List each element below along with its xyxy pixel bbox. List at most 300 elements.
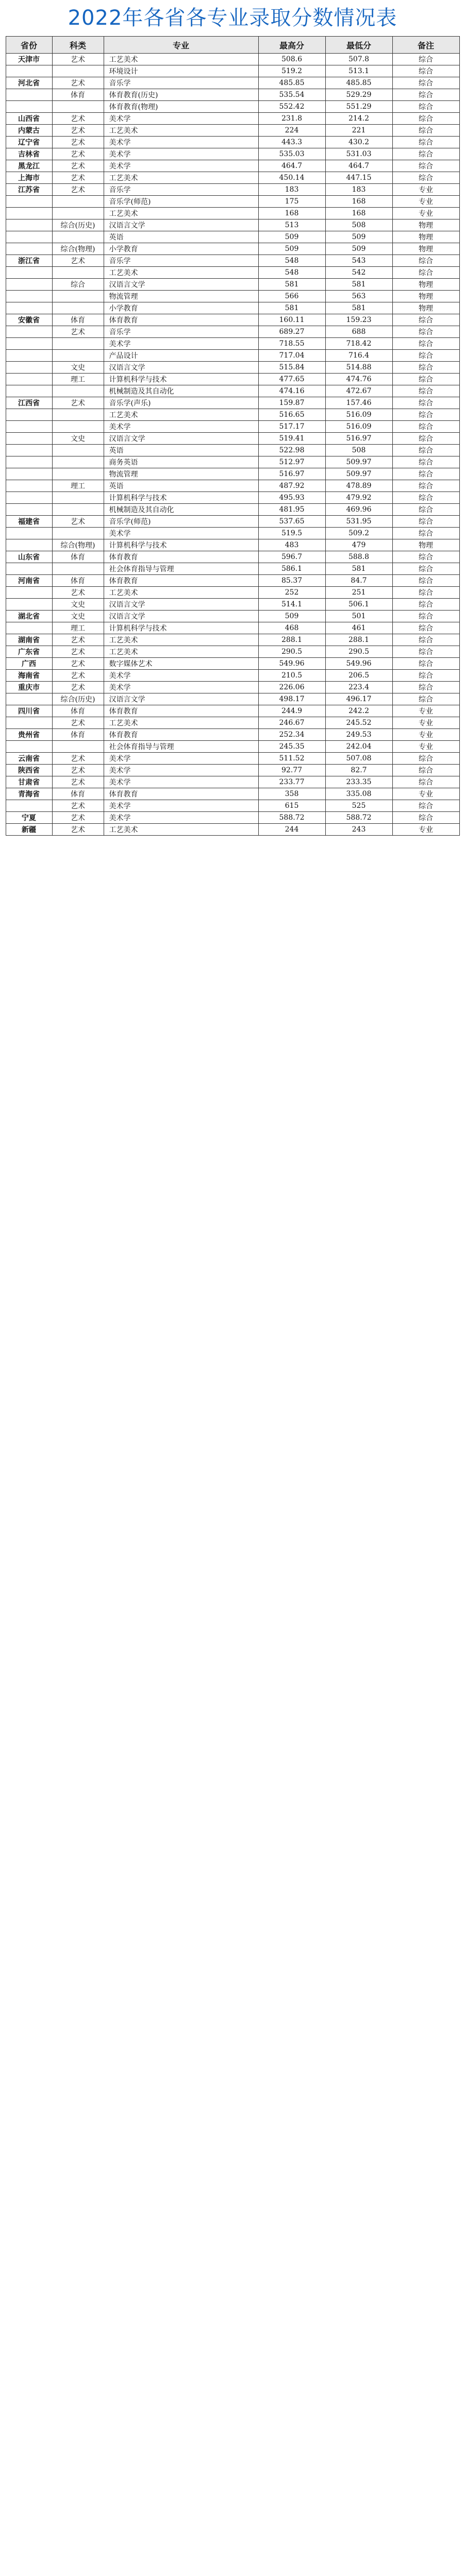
cell-province [6, 350, 52, 362]
table-row [6, 504, 459, 516]
table-row [6, 172, 459, 184]
cell-remark: 综合 [392, 456, 459, 468]
cell-major: 工艺美术 [104, 125, 258, 137]
cell-min-score: 529.29 [325, 89, 392, 101]
cell-province: 山西省 [6, 113, 52, 125]
table-row [6, 516, 459, 528]
cell-max-score: 517.17 [258, 421, 325, 433]
cell-max-score: 519.41 [258, 433, 325, 445]
cell-province: 上海市 [6, 172, 52, 184]
table-row [6, 433, 459, 445]
cell-max-score: 450.14 [258, 172, 325, 184]
cell-major: 体育教育 [104, 314, 258, 326]
table-row [6, 682, 459, 693]
cell-max-score: 358 [258, 788, 325, 800]
cell-major: 体育教育 [104, 788, 258, 800]
cell-max-score: 252 [258, 587, 325, 599]
cell-category: 艺术 [52, 717, 104, 729]
cell-remark: 综合 [392, 693, 459, 705]
cell-remark: 综合 [392, 575, 459, 587]
cell-remark: 综合 [392, 148, 459, 160]
cell-category [52, 267, 104, 279]
cell-remark: 综合 [392, 445, 459, 456]
cell-province [6, 456, 52, 468]
table-row [6, 765, 459, 776]
cell-min-score: 479.92 [325, 492, 392, 504]
table-row [6, 445, 459, 456]
cell-province [6, 599, 52, 611]
cell-major: 计算机科学与技术 [104, 622, 258, 634]
cell-max-score: 183 [258, 184, 325, 196]
cell-category [52, 385, 104, 397]
cell-min-score: 543 [325, 255, 392, 267]
cell-province [6, 196, 52, 208]
cell-category [52, 421, 104, 433]
cell-category: 艺术 [52, 670, 104, 682]
cell-category [52, 528, 104, 539]
cell-remark: 综合 [392, 160, 459, 172]
cell-remark: 综合 [392, 468, 459, 480]
cell-category [52, 741, 104, 753]
cell-category: 艺术 [52, 516, 104, 528]
cell-province: 云南省 [6, 753, 52, 765]
table-row [6, 208, 459, 219]
cell-max-score: 552.42 [258, 101, 325, 113]
cell-min-score: 581 [325, 302, 392, 314]
cell-remark: 综合 [392, 397, 459, 409]
cell-min-score: 509 [325, 231, 392, 243]
cell-max-score: 588.72 [258, 812, 325, 824]
cell-category: 文史 [52, 433, 104, 445]
cell-category: 艺术 [52, 148, 104, 160]
cell-remark: 综合 [392, 776, 459, 788]
cell-remark: 综合 [392, 516, 459, 528]
cell-major: 汉语言文学 [104, 219, 258, 231]
cell-min-score: 525 [325, 800, 392, 812]
cell-max-score: 210.5 [258, 670, 325, 682]
cell-province [6, 800, 52, 812]
cell-province: 甘肃省 [6, 776, 52, 788]
cell-max-score: 586.1 [258, 563, 325, 575]
cell-max-score: 516.65 [258, 409, 325, 421]
cell-category [52, 409, 104, 421]
cell-min-score: 242.2 [325, 705, 392, 717]
table-row [6, 658, 459, 670]
cell-province [6, 279, 52, 291]
cell-max-score: 519.5 [258, 528, 325, 539]
cell-major: 美术学 [104, 148, 258, 160]
cell-min-score: 509.2 [325, 528, 392, 539]
cell-major: 体育教育(历史) [104, 89, 258, 101]
cell-max-score: 513 [258, 219, 325, 231]
cell-min-score: 516.09 [325, 409, 392, 421]
cell-province: 广西 [6, 658, 52, 670]
table-row [6, 622, 459, 634]
cell-remark: 综合 [392, 634, 459, 646]
table-row [6, 539, 459, 551]
cell-min-score: 221 [325, 125, 392, 137]
cell-remark: 专业 [392, 208, 459, 219]
table-row [6, 77, 459, 89]
cell-remark: 综合 [392, 492, 459, 504]
cell-major: 音乐学(师范) [104, 516, 258, 528]
cell-province: 湖北省 [6, 611, 52, 622]
cell-category: 综合(历史) [52, 693, 104, 705]
cell-major: 物流管理 [104, 291, 258, 302]
cell-major: 汉语言文学 [104, 611, 258, 622]
cell-province [6, 539, 52, 551]
cell-category [52, 196, 104, 208]
cell-major: 美术学 [104, 113, 258, 125]
cell-min-score: 542 [325, 267, 392, 279]
header-min-score: 最低分 [325, 37, 392, 54]
cell-province: 辽宁省 [6, 137, 52, 148]
cell-min-score: 251 [325, 587, 392, 599]
table-row [6, 160, 459, 172]
cell-max-score: 581 [258, 279, 325, 291]
cell-min-score: 183 [325, 184, 392, 196]
cell-category: 体育 [52, 551, 104, 563]
cell-min-score: 588.8 [325, 551, 392, 563]
cell-max-score: 548 [258, 267, 325, 279]
cell-major: 工艺美术 [104, 54, 258, 65]
cell-max-score: 509 [258, 231, 325, 243]
table-row [6, 89, 459, 101]
cell-remark: 综合 [392, 551, 459, 563]
cell-major: 美术学 [104, 670, 258, 682]
cell-major: 美术学 [104, 160, 258, 172]
table-row [6, 148, 459, 160]
cell-min-score: 549.96 [325, 658, 392, 670]
table-row [6, 693, 459, 705]
cell-major: 工艺美术 [104, 634, 258, 646]
table-row [6, 563, 459, 575]
cell-province [6, 480, 52, 492]
table-row [6, 231, 459, 243]
cell-remark: 专业 [392, 741, 459, 753]
cell-major: 音乐学 [104, 184, 258, 196]
table-row [6, 646, 459, 658]
cell-min-score: 516.09 [325, 421, 392, 433]
cell-max-score: 535.03 [258, 148, 325, 160]
cell-major: 工艺美术 [104, 409, 258, 421]
cell-province: 贵州省 [6, 729, 52, 741]
cell-major: 美术学 [104, 421, 258, 433]
cell-max-score: 522.98 [258, 445, 325, 456]
cell-category: 艺术 [52, 397, 104, 409]
cell-max-score: 509 [258, 611, 325, 622]
cell-min-score: 159.23 [325, 314, 392, 326]
cell-province [6, 65, 52, 77]
cell-province [6, 208, 52, 219]
cell-province: 天津市 [6, 54, 52, 65]
cell-province [6, 693, 52, 705]
table-header-row [6, 37, 459, 54]
cell-province [6, 231, 52, 243]
cell-category: 艺术 [52, 255, 104, 267]
cell-min-score: 82.7 [325, 765, 392, 776]
cell-major: 音乐学(师范) [104, 196, 258, 208]
cell-max-score: 252.34 [258, 729, 325, 741]
cell-province: 福建省 [6, 516, 52, 528]
cell-category [52, 504, 104, 516]
cell-max-score: 548 [258, 255, 325, 267]
cell-major: 美术学 [104, 800, 258, 812]
cell-major: 物流管理 [104, 468, 258, 480]
cell-max-score: 509 [258, 243, 325, 255]
cell-major: 工艺美术 [104, 267, 258, 279]
cell-major: 英语 [104, 231, 258, 243]
cell-min-score: 168 [325, 196, 392, 208]
cell-major: 商务英语 [104, 456, 258, 468]
cell-min-score: 513.1 [325, 65, 392, 77]
cell-remark: 综合 [392, 101, 459, 113]
cell-province: 江西省 [6, 397, 52, 409]
cell-remark: 综合 [392, 65, 459, 77]
table-row [6, 480, 459, 492]
cell-remark: 综合 [392, 812, 459, 824]
cell-major: 环境设计 [104, 65, 258, 77]
table-row [6, 468, 459, 480]
cell-province [6, 421, 52, 433]
table-row [6, 492, 459, 504]
table-row [6, 528, 459, 539]
cell-category: 体育 [52, 89, 104, 101]
table-row [6, 705, 459, 717]
cell-min-score: 242.04 [325, 741, 392, 753]
cell-min-score: 233.35 [325, 776, 392, 788]
cell-province [6, 101, 52, 113]
cell-max-score: 464.7 [258, 160, 325, 172]
cell-max-score: 245.35 [258, 741, 325, 753]
cell-max-score: 615 [258, 800, 325, 812]
cell-remark: 综合 [392, 326, 459, 338]
cell-min-score: 447.15 [325, 172, 392, 184]
cell-province: 浙江省 [6, 255, 52, 267]
cell-category: 艺术 [52, 137, 104, 148]
cell-category: 综合(历史) [52, 219, 104, 231]
cell-province [6, 89, 52, 101]
cell-max-score: 514.1 [258, 599, 325, 611]
table-row [6, 824, 459, 836]
table-row [6, 599, 459, 611]
cell-min-score: 249.53 [325, 729, 392, 741]
table-row [6, 397, 459, 409]
cell-min-score: 531.95 [325, 516, 392, 528]
cell-remark: 专业 [392, 824, 459, 836]
table-row [6, 634, 459, 646]
cell-remark: 综合 [392, 753, 459, 765]
cell-category: 艺术 [52, 326, 104, 338]
cell-min-score: 485.85 [325, 77, 392, 89]
cell-max-score: 85.37 [258, 575, 325, 587]
cell-province [6, 468, 52, 480]
cell-province: 河南省 [6, 575, 52, 587]
cell-category: 艺术 [52, 77, 104, 89]
cell-max-score: 519.2 [258, 65, 325, 77]
cell-major: 产品设计 [104, 350, 258, 362]
cell-max-score: 487.92 [258, 480, 325, 492]
cell-remark: 综合 [392, 385, 459, 397]
cell-max-score: 535.54 [258, 89, 325, 101]
cell-max-score: 160.11 [258, 314, 325, 326]
cell-province: 吉林省 [6, 148, 52, 160]
cell-min-score: 288.1 [325, 634, 392, 646]
cell-major: 小学教育 [104, 243, 258, 255]
cell-category: 艺术 [52, 800, 104, 812]
cell-category: 艺术 [52, 587, 104, 599]
cell-category [52, 563, 104, 575]
cell-major: 美术学 [104, 137, 258, 148]
cell-category: 艺术 [52, 776, 104, 788]
cell-category [52, 338, 104, 350]
table-row [6, 350, 459, 362]
cell-province: 黑龙江 [6, 160, 52, 172]
cell-category: 文史 [52, 599, 104, 611]
cell-province [6, 302, 52, 314]
cell-max-score: 226.06 [258, 682, 325, 693]
cell-min-score: 509.97 [325, 468, 392, 480]
cell-major: 美术学 [104, 682, 258, 693]
table-row [6, 219, 459, 231]
cell-province [6, 326, 52, 338]
cell-max-score: 468 [258, 622, 325, 634]
cell-min-score: 563 [325, 291, 392, 302]
cell-remark: 专业 [392, 729, 459, 741]
cell-min-score: 472.67 [325, 385, 392, 397]
table-row [6, 279, 459, 291]
cell-province: 宁夏 [6, 812, 52, 824]
cell-remark: 专业 [392, 196, 459, 208]
table-row [6, 314, 459, 326]
cell-remark: 综合 [392, 137, 459, 148]
cell-remark: 物理 [392, 291, 459, 302]
cell-category: 综合(物理) [52, 539, 104, 551]
cell-major: 社会体育指导与管理 [104, 741, 258, 753]
cell-province [6, 338, 52, 350]
cell-remark: 物理 [392, 279, 459, 291]
cell-category [52, 468, 104, 480]
cell-category: 体育 [52, 314, 104, 326]
cell-min-score: 531.03 [325, 148, 392, 160]
cell-category: 艺术 [52, 113, 104, 125]
cell-province [6, 409, 52, 421]
table-row [6, 729, 459, 741]
cell-category [52, 350, 104, 362]
cell-category: 文史 [52, 611, 104, 622]
cell-remark: 物理 [392, 231, 459, 243]
cell-min-score: 478.89 [325, 480, 392, 492]
cell-min-score: 474.76 [325, 374, 392, 385]
cell-major: 工艺美术 [104, 646, 258, 658]
cell-max-score: 512.97 [258, 456, 325, 468]
table-row [6, 184, 459, 196]
cell-max-score: 290.5 [258, 646, 325, 658]
cell-category: 艺术 [52, 765, 104, 776]
cell-major: 工艺美术 [104, 208, 258, 219]
cell-max-score: 244.9 [258, 705, 325, 717]
cell-province: 安徽省 [6, 314, 52, 326]
cell-major: 计算机科学与技术 [104, 492, 258, 504]
table-row [6, 291, 459, 302]
cell-remark: 综合 [392, 670, 459, 682]
cell-major: 美术学 [104, 812, 258, 824]
cell-remark: 综合 [392, 433, 459, 445]
cell-major: 体育教育 [104, 705, 258, 717]
cell-min-score: 507.08 [325, 753, 392, 765]
cell-remark: 综合 [392, 125, 459, 137]
cell-remark: 综合 [392, 338, 459, 350]
cell-category: 文史 [52, 362, 104, 374]
cell-major: 机械制造及其自动化 [104, 504, 258, 516]
cell-category [52, 445, 104, 456]
cell-category [52, 456, 104, 468]
cell-major: 汉语言文学 [104, 362, 258, 374]
cell-major: 数字媒体艺术 [104, 658, 258, 670]
cell-major: 音乐学 [104, 255, 258, 267]
cell-max-score: 481.95 [258, 504, 325, 516]
cell-max-score: 549.96 [258, 658, 325, 670]
cell-max-score: 689.27 [258, 326, 325, 338]
header-max-score: 最高分 [258, 37, 325, 54]
table-row [6, 456, 459, 468]
cell-major: 美术学 [104, 765, 258, 776]
header-category: 科类 [52, 37, 104, 54]
cell-province [6, 528, 52, 539]
cell-category: 理工 [52, 480, 104, 492]
cell-remark: 综合 [392, 611, 459, 622]
cell-max-score: 244 [258, 824, 325, 836]
cell-major: 体育教育 [104, 575, 258, 587]
table-row [6, 611, 459, 622]
cell-province [6, 362, 52, 374]
cell-province [6, 267, 52, 279]
cell-max-score: 92.77 [258, 765, 325, 776]
cell-category: 艺术 [52, 812, 104, 824]
table-row [6, 243, 459, 255]
cell-province [6, 622, 52, 634]
cell-category: 艺术 [52, 824, 104, 836]
cell-max-score: 224 [258, 125, 325, 137]
cell-remark: 综合 [392, 362, 459, 374]
table-row [6, 255, 459, 267]
cell-min-score: 464.7 [325, 160, 392, 172]
cell-province: 新疆 [6, 824, 52, 836]
cell-min-score: 335.08 [325, 788, 392, 800]
cell-province: 河北省 [6, 77, 52, 89]
cell-min-score: 223.4 [325, 682, 392, 693]
cell-major: 计算机科学与技术 [104, 539, 258, 551]
cell-province [6, 587, 52, 599]
cell-remark: 物理 [392, 539, 459, 551]
table-row [6, 753, 459, 765]
cell-major: 汉语言文学 [104, 693, 258, 705]
cell-remark: 专业 [392, 705, 459, 717]
cell-province: 陕西省 [6, 765, 52, 776]
cell-province [6, 741, 52, 753]
table-row [6, 812, 459, 824]
cell-remark: 专业 [392, 184, 459, 196]
cell-max-score: 288.1 [258, 634, 325, 646]
cell-remark: 综合 [392, 374, 459, 385]
table-row [6, 302, 459, 314]
cell-province [6, 717, 52, 729]
cell-category: 艺术 [52, 646, 104, 658]
cell-category [52, 302, 104, 314]
cell-category: 体育 [52, 729, 104, 741]
cell-category: 艺术 [52, 658, 104, 670]
cell-min-score: 581 [325, 279, 392, 291]
